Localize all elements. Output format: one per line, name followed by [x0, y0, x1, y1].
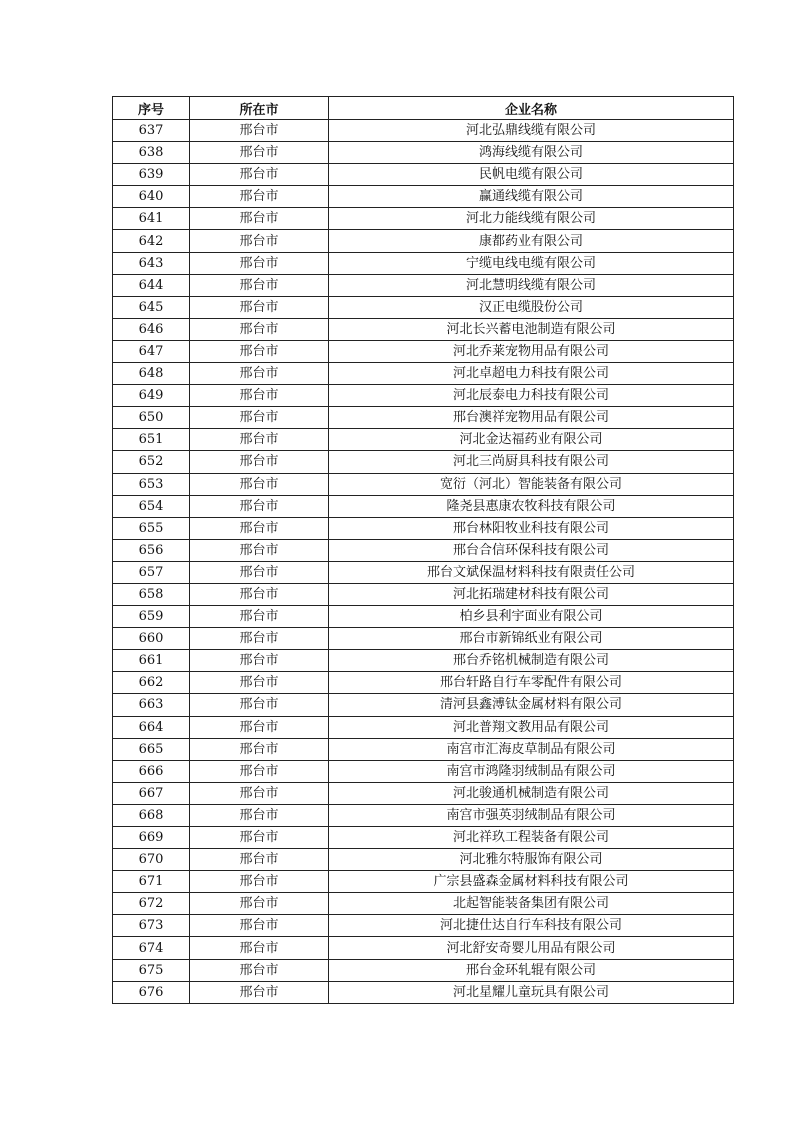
- table-row: [113, 296, 734, 318]
- cell-company-name: 南宫市强英羽绒制品有限公司: [329, 804, 734, 826]
- cell-serial-number: 671: [113, 871, 190, 893]
- table-row: [113, 318, 734, 340]
- table-row: [113, 672, 734, 694]
- cell-serial-number: 646: [113, 318, 190, 340]
- table-row: [113, 760, 734, 782]
- cell-serial-number: 668: [113, 804, 190, 826]
- cell-serial-number: 655: [113, 517, 190, 539]
- cell-city: 邢台市: [190, 340, 329, 362]
- cell-company-name: 河北雅尔特服饰有限公司: [329, 849, 734, 871]
- cell-serial-number: 667: [113, 782, 190, 804]
- cell-company-name: 河北弘鼎线缆有限公司: [329, 120, 734, 142]
- table-row: [113, 871, 734, 893]
- cell-company-name: 宽衍（河北）智能装备有限公司: [329, 473, 734, 495]
- cell-serial-number: 669: [113, 827, 190, 849]
- table-row: [113, 937, 734, 959]
- cell-serial-number: 672: [113, 893, 190, 915]
- header-city: 所在市: [190, 97, 329, 120]
- cell-serial-number: 638: [113, 142, 190, 164]
- cell-serial-number: 664: [113, 716, 190, 738]
- cell-city: 邢台市: [190, 120, 329, 142]
- table-row: [113, 738, 734, 760]
- cell-city: 邢台市: [190, 694, 329, 716]
- cell-company-name: 河北慧明线缆有限公司: [329, 274, 734, 296]
- cell-city: 邢台市: [190, 871, 329, 893]
- cell-company-name: 河北力能线缆有限公司: [329, 208, 734, 230]
- cell-company-name: 邢台市新锦纸业有限公司: [329, 628, 734, 650]
- cell-serial-number: 657: [113, 561, 190, 583]
- cell-serial-number: 642: [113, 230, 190, 252]
- cell-city: 邢台市: [190, 407, 329, 429]
- cell-company-name: 河北祥玖工程装备有限公司: [329, 827, 734, 849]
- cell-city: 邢台市: [190, 517, 329, 539]
- cell-company-name: 邢台澳祥宠物用品有限公司: [329, 407, 734, 429]
- table-row: [113, 164, 734, 186]
- table-row: [113, 782, 734, 804]
- cell-serial-number: 673: [113, 915, 190, 937]
- table-row: [113, 429, 734, 451]
- cell-company-name: 邢台林阳牧业科技有限公司: [329, 517, 734, 539]
- cell-serial-number: 652: [113, 451, 190, 473]
- cell-serial-number: 637: [113, 120, 190, 142]
- table-row: [113, 539, 734, 561]
- cell-serial-number: 649: [113, 385, 190, 407]
- cell-city: 邢台市: [190, 827, 329, 849]
- table-row: [113, 606, 734, 628]
- cell-serial-number: 661: [113, 650, 190, 672]
- table-row: [113, 451, 734, 473]
- table-row: [113, 407, 734, 429]
- cell-company-name: 鸿海线缆有限公司: [329, 142, 734, 164]
- cell-company-name: 南宫市汇海皮草制品有限公司: [329, 738, 734, 760]
- cell-serial-number: 639: [113, 164, 190, 186]
- cell-company-name: 隆尧县惠康农牧科技有限公司: [329, 495, 734, 517]
- cell-city: 邢台市: [190, 274, 329, 296]
- cell-serial-number: 674: [113, 937, 190, 959]
- cell-city: 邢台市: [190, 561, 329, 583]
- table-row: [113, 981, 734, 1003]
- cell-serial-number: 659: [113, 606, 190, 628]
- cell-serial-number: 660: [113, 628, 190, 650]
- cell-city: 邢台市: [190, 937, 329, 959]
- cell-city: 邢台市: [190, 650, 329, 672]
- cell-city: 邢台市: [190, 473, 329, 495]
- table-row: [113, 186, 734, 208]
- cell-city: 邢台市: [190, 606, 329, 628]
- cell-company-name: 邢台合信环保科技有限公司: [329, 539, 734, 561]
- cell-city: 邢台市: [190, 495, 329, 517]
- table-row: [113, 561, 734, 583]
- cell-city: 邢台市: [190, 208, 329, 230]
- cell-serial-number: 654: [113, 495, 190, 517]
- cell-company-name: 河北乔莱宠物用品有限公司: [329, 340, 734, 362]
- table-row: [113, 716, 734, 738]
- cell-serial-number: 651: [113, 429, 190, 451]
- cell-serial-number: 662: [113, 672, 190, 694]
- table-row: [113, 142, 734, 164]
- header-company-name: 企业名称: [329, 97, 734, 120]
- cell-company-name: 邢台乔铭机械制造有限公司: [329, 650, 734, 672]
- cell-serial-number: 648: [113, 363, 190, 385]
- cell-city: 邢台市: [190, 959, 329, 981]
- cell-serial-number: 641: [113, 208, 190, 230]
- cell-city: 邢台市: [190, 981, 329, 1003]
- cell-company-name: 河北骏通机械制造有限公司: [329, 782, 734, 804]
- cell-city: 邢台市: [190, 230, 329, 252]
- table-row: [113, 495, 734, 517]
- cell-company-name: 宁缆电线电缆有限公司: [329, 252, 734, 274]
- cell-serial-number: 663: [113, 694, 190, 716]
- cell-company-name: 邢台轩路自行车零配件有限公司: [329, 672, 734, 694]
- cell-company-name: 河北星耀儿童玩具有限公司: [329, 981, 734, 1003]
- table-row: [113, 628, 734, 650]
- cell-company-name: 南宫市鸿隆羽绒制品有限公司: [329, 760, 734, 782]
- table-row: [113, 252, 734, 274]
- cell-company-name: 邢台金环轧辊有限公司: [329, 959, 734, 981]
- cell-city: 邢台市: [190, 915, 329, 937]
- cell-city: 邢台市: [190, 583, 329, 605]
- table-row: [113, 517, 734, 539]
- cell-serial-number: 647: [113, 340, 190, 362]
- cell-company-name: 河北三尚厨具科技有限公司: [329, 451, 734, 473]
- cell-company-name: 赢通线缆有限公司: [329, 186, 734, 208]
- cell-serial-number: 675: [113, 959, 190, 981]
- header-serial-number: 序号: [113, 97, 190, 120]
- cell-city: 邢台市: [190, 186, 329, 208]
- enterprise-table: [112, 96, 734, 1004]
- cell-city: 邢台市: [190, 738, 329, 760]
- cell-serial-number: 645: [113, 296, 190, 318]
- cell-city: 邢台市: [190, 252, 329, 274]
- cell-city: 邢台市: [190, 164, 329, 186]
- table-row: [113, 694, 734, 716]
- table-row: [113, 583, 734, 605]
- table-row: [113, 804, 734, 826]
- cell-city: 邢台市: [190, 849, 329, 871]
- cell-city: 邢台市: [190, 451, 329, 473]
- cell-serial-number: 640: [113, 186, 190, 208]
- cell-city: 邢台市: [190, 628, 329, 650]
- cell-serial-number: 666: [113, 760, 190, 782]
- cell-serial-number: 656: [113, 539, 190, 561]
- cell-city: 邢台市: [190, 716, 329, 738]
- cell-city: 邢台市: [190, 318, 329, 340]
- table-row: [113, 827, 734, 849]
- cell-serial-number: 665: [113, 738, 190, 760]
- cell-serial-number: 658: [113, 583, 190, 605]
- table-row: [113, 849, 734, 871]
- cell-company-name: 康都药业有限公司: [329, 230, 734, 252]
- cell-serial-number: 670: [113, 849, 190, 871]
- cell-city: 邢台市: [190, 296, 329, 318]
- cell-company-name: 河北拓瑞建材科技有限公司: [329, 583, 734, 605]
- cell-serial-number: 650: [113, 407, 190, 429]
- cell-city: 邢台市: [190, 429, 329, 451]
- cell-company-name: 河北普翔文教用品有限公司: [329, 716, 734, 738]
- cell-city: 邢台市: [190, 760, 329, 782]
- cell-company-name: 邢台文斌保温材料科技有限责任公司: [329, 561, 734, 583]
- table-row: [113, 340, 734, 362]
- table-row: [113, 385, 734, 407]
- table-row: [113, 915, 734, 937]
- cell-city: 邢台市: [190, 804, 329, 826]
- table-row: [113, 959, 734, 981]
- cell-city: 邢台市: [190, 363, 329, 385]
- cell-company-name: 北起智能装备集团有限公司: [329, 893, 734, 915]
- cell-city: 邢台市: [190, 539, 329, 561]
- cell-company-name: 河北捷仕达自行车科技有限公司: [329, 915, 734, 937]
- cell-company-name: 河北长兴蓄电池制造有限公司: [329, 318, 734, 340]
- cell-company-name: 广宗县盛森金属材料科技有限公司: [329, 871, 734, 893]
- table-row: [113, 230, 734, 252]
- cell-serial-number: 653: [113, 473, 190, 495]
- cell-company-name: 汉正电缆股份公司: [329, 296, 734, 318]
- table-row: [113, 120, 734, 142]
- cell-city: 邢台市: [190, 782, 329, 804]
- cell-company-name: 河北金达福药业有限公司: [329, 429, 734, 451]
- cell-company-name: 河北卓超电力科技有限公司: [329, 363, 734, 385]
- cell-serial-number: 676: [113, 981, 190, 1003]
- cell-city: 邢台市: [190, 142, 329, 164]
- cell-serial-number: 643: [113, 252, 190, 274]
- cell-city: 邢台市: [190, 893, 329, 915]
- cell-company-name: 河北舒安奇婴儿用品有限公司: [329, 937, 734, 959]
- cell-city: 邢台市: [190, 385, 329, 407]
- table-row: [113, 650, 734, 672]
- cell-company-name: 河北辰泰电力科技有限公司: [329, 385, 734, 407]
- cell-company-name: 柏乡县利宇面业有限公司: [329, 606, 734, 628]
- table-row: [113, 893, 734, 915]
- cell-city: 邢台市: [190, 672, 329, 694]
- table-row: [113, 274, 734, 296]
- cell-company-name: 民帆电缆有限公司: [329, 164, 734, 186]
- cell-company-name: 清河县鑫溥钛金属材料有限公司: [329, 694, 734, 716]
- cell-serial-number: 644: [113, 274, 190, 296]
- table-header-row: [113, 97, 734, 120]
- table-row: [113, 208, 734, 230]
- table-row: [113, 363, 734, 385]
- table-row: [113, 473, 734, 495]
